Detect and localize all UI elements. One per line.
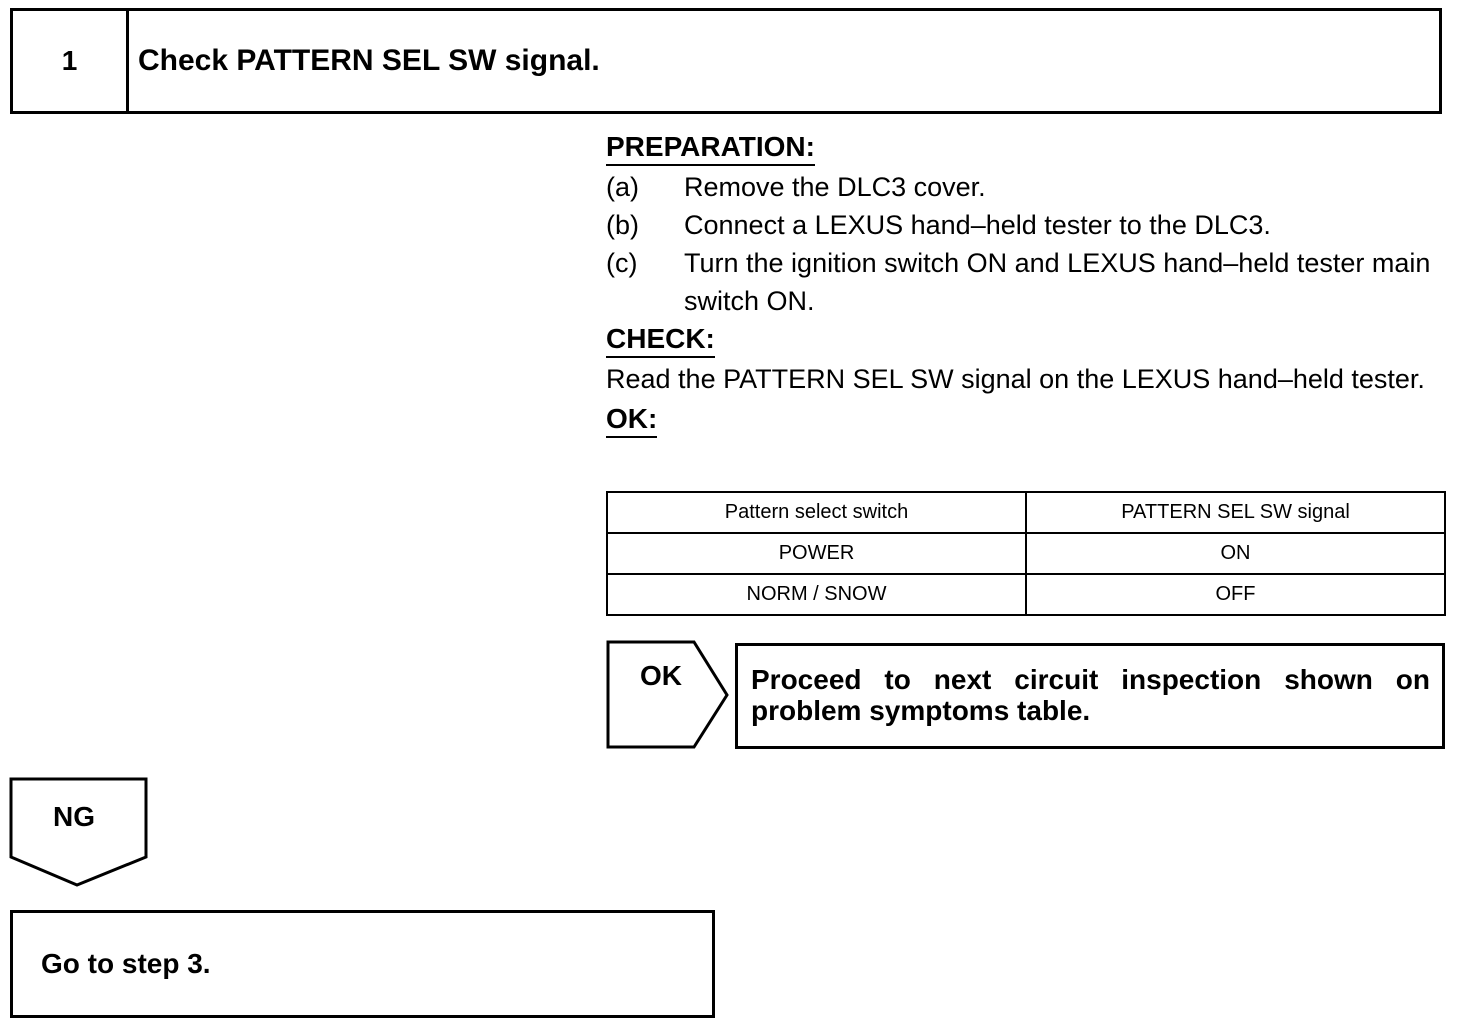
ok-branch-label: OK xyxy=(640,660,682,691)
table-cell: POWER xyxy=(607,533,1026,574)
check-heading: CHECK: xyxy=(606,322,715,358)
ng-branch-result: Go to step 3. xyxy=(10,910,715,1018)
check-text: Read the PATTERN SEL SW signal on the LEXUS hand–held tester. xyxy=(606,364,1425,394)
column-header: Pattern select switch xyxy=(607,492,1026,533)
step-header xyxy=(10,8,1442,114)
ng-branch-label: NG xyxy=(53,801,95,832)
list-item xyxy=(606,244,1446,320)
preparation-list xyxy=(606,168,1446,320)
column-header: PATTERN SEL SW signal xyxy=(1026,492,1445,533)
table-header-row xyxy=(607,492,1445,533)
step-number: 1 xyxy=(13,11,129,111)
table-row xyxy=(607,574,1445,615)
item-letter: (a) xyxy=(606,172,639,202)
list-item xyxy=(606,206,1446,244)
ok-spec-heading: OK: xyxy=(606,402,657,438)
table-row xyxy=(607,533,1445,574)
ok-spec-table xyxy=(606,491,1446,616)
table-cell: OFF xyxy=(1026,574,1445,615)
item-text: Remove the DLC3 cover. xyxy=(684,172,986,202)
preparation-heading: PREPARATION: xyxy=(606,130,815,166)
ok-branch-result: Proceed to next circuit inspection shown on problem symptoms table. xyxy=(735,643,1445,749)
list-item xyxy=(606,168,1446,206)
step-title: Check PATTERN SEL SW signal. xyxy=(138,44,600,77)
ok-arrow-shape xyxy=(606,640,730,750)
procedure-content xyxy=(606,128,1446,440)
item-text: Connect a LEXUS hand–held tester to the DLC3. xyxy=(684,210,1271,240)
item-letter: (b) xyxy=(606,210,639,240)
table-cell: NORM / SNOW xyxy=(607,574,1026,615)
item-text: Turn the ignition switch ON and LEXUS hand–held tester main switch ON. xyxy=(684,248,1431,316)
table-cell: ON xyxy=(1026,533,1445,574)
item-letter: (c) xyxy=(606,248,638,278)
